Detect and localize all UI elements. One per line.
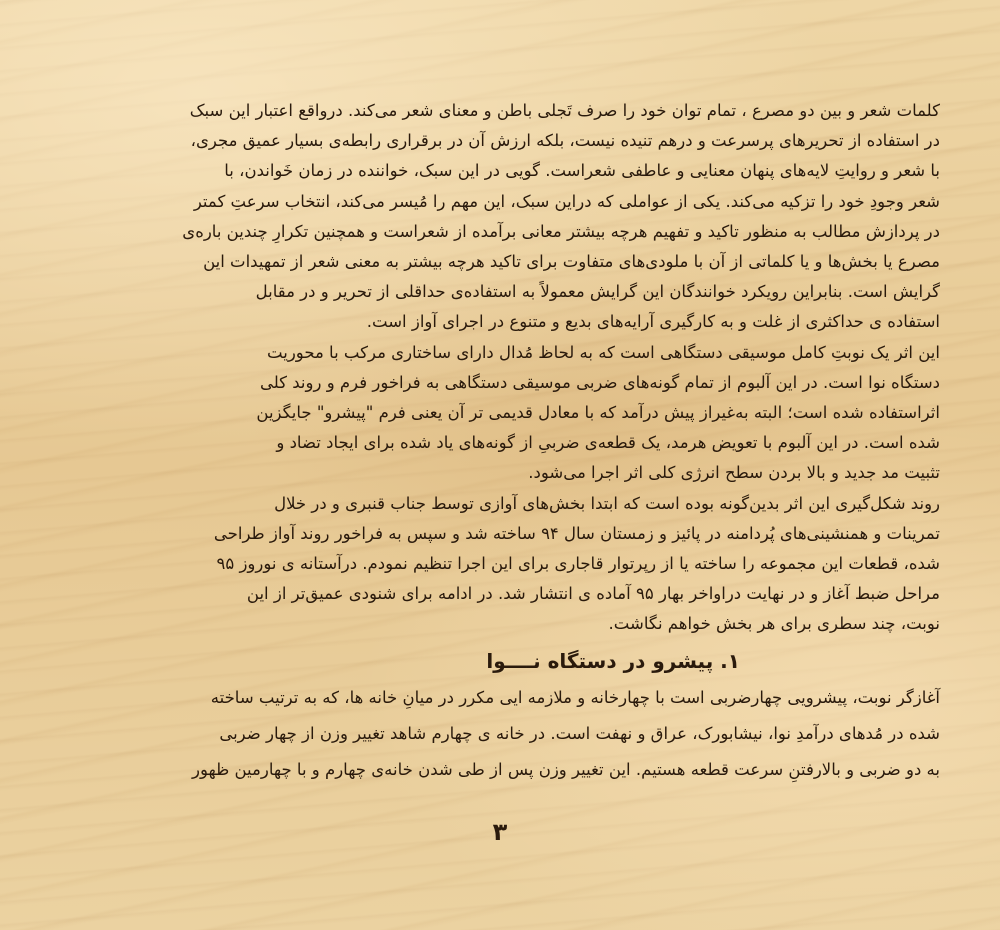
- page-number: ۳: [492, 818, 508, 846]
- section-heading: ۱. پیشرو در دستگاه نــــوا: [486, 648, 740, 673]
- paragraph-pishro-description: آغازگر نوبت، پیشرویی چهارضربی است با چهارخانه و ملازمه ایی مکرر در میانِ خانه ها، که به ترتیب ساخته شده در مُدهای درآمدِ نوا، نیشابورک، عراق و نهفت است. در خانه ی چهارم شاهد تغییر وزن از چهار ضربی به دو ضربی و بالارفتنِ سرعت قطعه هستیم. این تغییر وزن پس از طی شدن خانه‌ی چهارم و با چهارمین ظهور: [192, 687, 940, 779]
- paragraph-production-process: روند شکل‌گیری این اثر بدین‌گونه بوده است که ابتدا بخش‌های آوازی توسط جناب قنبری و در خلال تمرینات و همنشینی‌های پُردامنه در پائیز و زمستان سال ۹۴ ساخته شد و سپس به فراخور روند آواز طراحی شده، قطعات این مجموعه را ساخته یا از رپرتوار قاجاری برای این اجرا تنظیم نمودم. درآستانه ی نوروز ۹۵ مراحل ضبط آغاز و در نهایت دراواخر بهار ۹۵ آماده ی انتشار شد. در ادامه برای شنودی عمیق‌تر از این نوبت، چند سطری برای هر بخش خواهم نگاشت.: [213, 493, 940, 634]
- document-body: [60, 96, 940, 788]
- paragraph-style-description: کلمات شعر و بین دو مصرع ، تمام توان خود را صرف تَجلی باطن و معنای شعر می‌کند. درواقع اعتبار این سبک در استفاده از تحریرهای پرسرعت و درهم تنیده نیست، بلکه ارزش آن در برقراری رابطه‌ی بسیار عمیق مجری، با شعر و روایتِ لایه‌های پنهان معنایی و عاطفی شعراست. گویی در این سبک، خواننده در زمان خَواندن، با شعر وجودِ خود را تزکیه می‌کند. یکی از عواملی که دراین سبک، این مهم را مُیسر می‌کند، انتخاب سرعتِ کمتر در پردازش مطالب به منظور تاکید و تفهیم هرچه بیشتر معانی برآمده از شعراست و همچنین تکرارِ چندین باره‌ی مصرع یا بخش‌ها و یا کلماتی از آن با ملودی‌های متفاوت برای تاکید هرچه بیشتر به معنی شعر از تمهیدات این گرایش است. بنابراین رویکرد خوانندگان این گرایش معمولاً به استفاده‌ی حداقلی از تحریر و در مقابل استفاده ی حداکثری از غلت و به کارگیری آرایه‌های بدیع و متنوع در اجرای آواز است.: [182, 101, 940, 332]
- paragraph-album-overview: این اثر یک نوبتِ کامل موسیقی دستگاهی است که به لحاظ مُدال دارای ساختاری مرکب با محوریت دستگاه نوا است. در این آلبوم از تمام گونه‌های ضربی موسیقی دستگاهی به فراخور فرم و روند کلی اثراستفاده شده است؛ البته به‌غیراز پیش درآمد که با معادل قدیمی تر آن یعنی فرم "پیشرو" جایگزین شده است. در این آلبوم با تعویض هرمد، یک قطعه‌ی ضربیِ از گونه‌های یاد شده برای ایجاد تضاد و تثبیت مد جدید و بالا بردن سطح انرژی کلی اثر اجرا می‌شود.: [256, 342, 940, 483]
